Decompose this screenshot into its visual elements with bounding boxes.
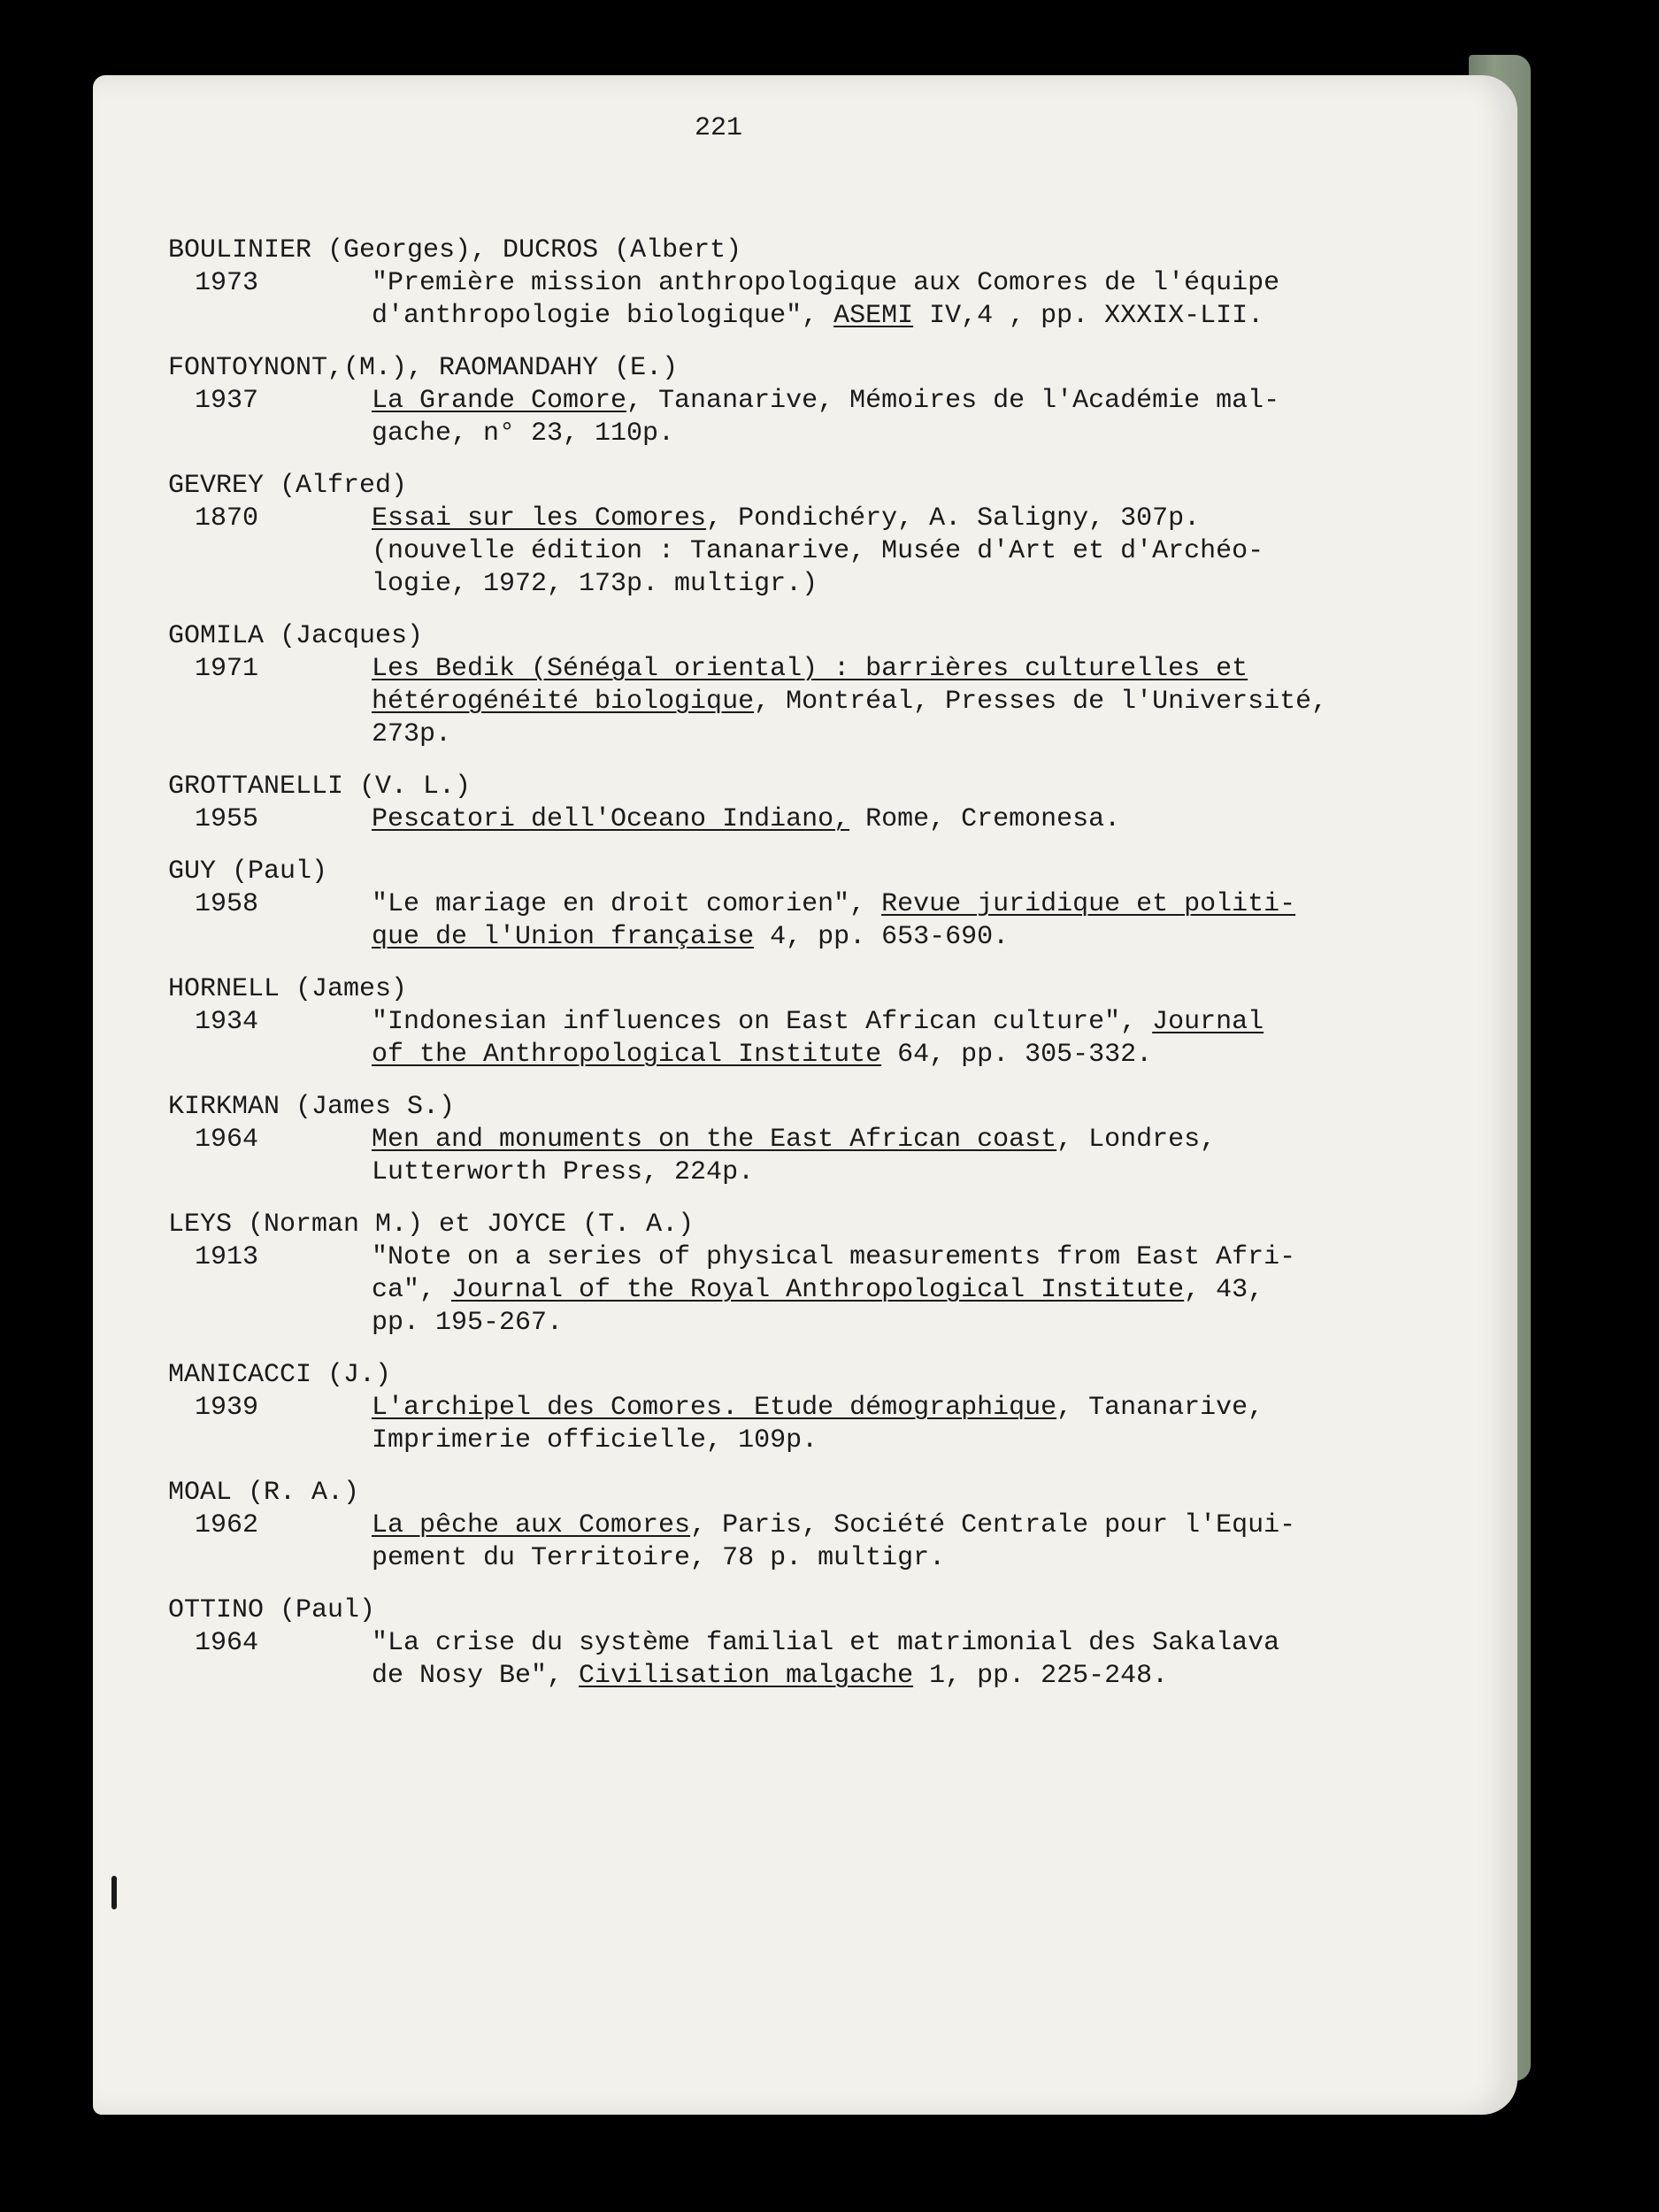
entry-body (168, 653, 1425, 751)
reference-text: 273p. (372, 719, 452, 749)
reference-text: "Indonesian influences on East African culture", (372, 1007, 1153, 1037)
entry-body (168, 803, 1425, 836)
entry-year: 1964 (195, 1125, 259, 1155)
entry-author: GROTTANELLI (V. L.) (168, 772, 472, 802)
bibliography-entry (168, 470, 1425, 601)
reference-text: "Le mariage en droit comorien", (372, 889, 882, 919)
reference-line (372, 1006, 1332, 1039)
reference-text: logie, 1972, 173p. multigr.) (372, 569, 818, 599)
reference-line (372, 686, 1332, 718)
underlined-title: hétérogénéité biologique (372, 687, 755, 717)
reference-line (372, 888, 1332, 921)
reference-text: Imprimerie officielle, 109p. (372, 1425, 818, 1455)
bibliography-entry (168, 1594, 1425, 1693)
bibliography-entry (168, 771, 1425, 836)
reference-text: "Note on a series of physical measurements from East Afri- (372, 1242, 1296, 1272)
entry-reference (372, 1509, 1332, 1575)
entry-author: KIRKMAN (James S.) (168, 1092, 456, 1122)
underlined-title: of the Anthropological Institute (372, 1040, 882, 1070)
entry-reference (372, 653, 1332, 751)
entry-author: MOAL (R. A.) (168, 1478, 360, 1508)
entry-body (168, 267, 1425, 333)
reference-line (372, 1392, 1332, 1425)
reference-text: Rome, Cremonesa. (849, 804, 1121, 834)
reference-line (372, 267, 1332, 300)
underlined-title: Civilisation malgache (579, 1661, 914, 1691)
entry-year: 1937 (195, 386, 259, 416)
entry-author: LEYS (Norman M.) et JOYCE (T. A.) (168, 1210, 695, 1240)
bibliography-entry (168, 352, 1425, 450)
entry-body (168, 888, 1425, 954)
entry-author: BOULINIER (Georges), DUCROS (Albert) (168, 235, 742, 265)
reference-text: 4, pp. 653-690. (754, 922, 1010, 952)
page-number: 221 (695, 113, 743, 143)
entry-author: FONTOYNONT,(M.), RAOMANDAHY (E.) (168, 353, 679, 383)
entry-year: 1964 (195, 1628, 259, 1658)
reference-text: , Londres, (1056, 1125, 1217, 1155)
entry-body (168, 1509, 1425, 1575)
underlined-title: La pêche aux Comores (372, 1510, 691, 1540)
entry-reference (372, 1241, 1332, 1340)
entry-author: GEVREY (Alfred) (168, 471, 408, 501)
entry-body (168, 1392, 1425, 1457)
reference-text: pement du Territoire, 78 p. multigr. (372, 1543, 946, 1573)
reference-line (372, 1039, 1332, 1071)
reference-text: ca", (372, 1275, 452, 1305)
entry-body (168, 1241, 1425, 1340)
reference-text: gache, n° 23, 110p. (372, 419, 675, 449)
underlined-title: Essai sur les Comores (372, 503, 707, 534)
entry-reference (372, 803, 1332, 836)
reference-line (372, 803, 1332, 836)
entry-reference (372, 1392, 1332, 1457)
reference-text: , Tananarive, (1056, 1393, 1264, 1423)
reference-text: d'anthropologie biologique", (372, 301, 834, 331)
reference-line (372, 1156, 1332, 1189)
underlined-title: que de l'Union française (372, 922, 755, 952)
bibliography-entry (168, 1477, 1425, 1575)
bibliography-list (168, 234, 1425, 1712)
entry-year: 1955 (195, 804, 259, 834)
entry-reference (372, 267, 1332, 333)
entry-author: MANICACCI (J.) (168, 1360, 392, 1390)
reference-text: , 43, (1184, 1275, 1264, 1305)
underlined-title: Pescatori dell'Oceano Indiano, (372, 804, 850, 834)
reference-line (372, 1627, 1332, 1660)
reference-text: , Tananarive, Mémoires de l'Académie mal- (626, 386, 1280, 416)
reference-line (372, 385, 1332, 418)
entry-body (168, 1124, 1425, 1189)
entry-reference (372, 1627, 1332, 1693)
binding-mark (111, 1876, 117, 1909)
bibliography-entry (168, 856, 1425, 954)
reference-text: de Nosy Be", (372, 1661, 580, 1691)
entry-year: 1973 (195, 268, 259, 298)
reference-line (372, 921, 1332, 954)
reference-line (372, 653, 1332, 686)
reference-line (372, 1660, 1332, 1693)
bibliography-entry (168, 973, 1425, 1071)
entry-body (168, 1006, 1425, 1071)
underlined-title: Les Bedik (Sénégal oriental) : barrières culturelles et (372, 654, 1248, 684)
reference-text: Lutterworth Press, 224p. (372, 1157, 755, 1187)
entry-year: 1870 (195, 503, 259, 534)
reference-text: pp. 195-267. (372, 1308, 564, 1338)
entry-year: 1913 (195, 1242, 259, 1272)
entry-author: GOMILA (Jacques) (168, 621, 424, 651)
underlined-title: La Grande Comore (372, 386, 627, 416)
entry-body (168, 1627, 1425, 1693)
bibliography-entry (168, 1359, 1425, 1457)
reference-text: "La crise du système familial et matrimonial des Sakalava (372, 1628, 1280, 1658)
reference-line (372, 1509, 1332, 1542)
reference-line (372, 1274, 1332, 1307)
entry-reference (372, 1124, 1332, 1189)
reference-text: , Montréal, Presses de l'Université, (754, 687, 1328, 717)
reference-line (372, 418, 1332, 450)
reference-line (372, 1307, 1332, 1340)
entry-reference (372, 385, 1332, 450)
entry-year: 1934 (195, 1007, 259, 1037)
reference-line (372, 535, 1332, 568)
reference-text: IV,4 , pp. XXXIX-LII. (913, 301, 1264, 331)
reference-text: , Pondichéry, A. Saligny, 307p. (706, 503, 1201, 534)
reference-line (372, 1542, 1332, 1575)
entry-year: 1962 (195, 1510, 259, 1540)
reference-text: "Première mission anthropologique aux Comores de l'équipe (372, 268, 1280, 298)
underlined-title: Journal of the Royal Anthropological Institute (451, 1275, 1185, 1305)
entry-reference (372, 888, 1332, 954)
entry-year: 1939 (195, 1393, 259, 1423)
bibliography-entry (168, 234, 1425, 333)
entry-author: GUY (Paul) (168, 856, 328, 887)
underlined-title: ASEMI (833, 301, 914, 331)
reference-line (372, 1241, 1332, 1274)
entry-year: 1958 (195, 889, 259, 919)
underlined-title: Journal (1152, 1007, 1264, 1037)
entry-reference (372, 503, 1332, 601)
entry-body (168, 385, 1425, 450)
underlined-title: L'archipel des Comores. Etude démographique (372, 1393, 1057, 1423)
entry-author: OTTINO (Paul) (168, 1595, 376, 1625)
reference-text: , Paris, Société Centrale pour l'Equi- (690, 1510, 1296, 1540)
reference-line (372, 568, 1332, 601)
reference-line (372, 718, 1332, 751)
underlined-title: Men and monuments on the East African coast (372, 1125, 1057, 1155)
reference-text: 64, pp. 305-332. (881, 1040, 1153, 1070)
bibliography-entry (168, 620, 1425, 751)
entry-year: 1971 (195, 654, 259, 684)
reference-line (372, 1425, 1332, 1457)
bibliography-entry (168, 1209, 1425, 1340)
reference-line (372, 503, 1332, 535)
entry-author: HORNELL (James) (168, 974, 408, 1004)
underlined-title: Revue juridique et politi- (881, 889, 1296, 919)
reference-text: (nouvelle édition : Tananarive, Musée d'Art et d'Archéo- (372, 536, 1264, 566)
reference-text: 1, pp. 225-248. (913, 1661, 1169, 1691)
reference-line (372, 300, 1332, 333)
bibliography-entry (168, 1091, 1425, 1189)
entry-reference (372, 1006, 1332, 1071)
reference-line (372, 1124, 1332, 1156)
entry-body (168, 503, 1425, 601)
